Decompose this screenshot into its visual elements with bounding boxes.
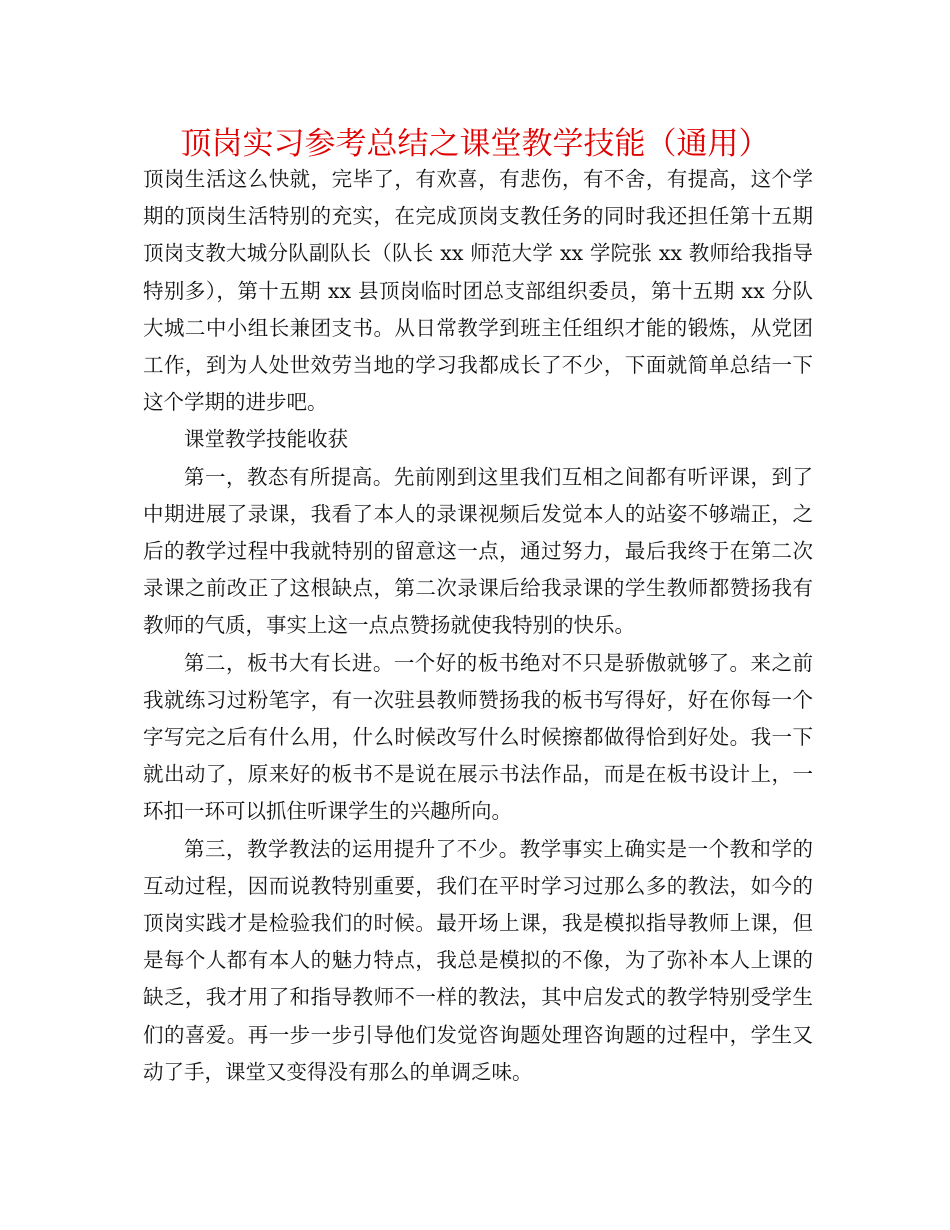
paragraph-intro: 顶岗生活这么快就，完毕了，有欢喜，有悲伤，有不舍，有提高，这个学期的顶岗生活特别的充实，在完成顶岗支教任务的同时我还担任第十五期顶岗支教大城分队副队长（队长 xx 师范大学 xx 学院张 xx 教师给我指导特别多），第十五期 xx 县顶岗临时团总支部组织委员，第十五期 xx 分队大城二中小组长兼团支书。从日常教学到班主任组织才能的锻炼，从党团工作，到为人处世效劳当地的学习我都成长了不少，下面就简单总结一下这个学期的进步吧。 xyxy=(143,167,813,415)
paragraph-second: 第二，板书大有长进。一个好的板书绝对不只是骄傲就够了。来之前我就练习过粉笔字，有一次驻县教师赞扬我的板书写得好，好在你每一个字写完之后有什么用，什么时候改写什么时候擦都做得恰到好处。我一下就出动了，原来好的板书不是说在展示书法作品，而是在板书设计上，一环扣一环可以抓住听课学生的兴趣所向。 xyxy=(143,650,813,824)
document-body xyxy=(143,161,813,1091)
paragraph-first: 第一，教态有所提高。先前刚到这里我们互相之间都有听评课，到了中期进展了录课，我看了本人的录课视频后发觉本人的站姿不够端正，之后的教学过程中我就特别的留意这一点，通过努力，最后我终于在第二次录课之前改正了这根缺点，第二次录课后给我录课的学生教师都赞扬我有教师的气质，事实上这一点点赞扬就使我特别的快乐。 xyxy=(143,464,813,638)
section-heading: 课堂教学技能收获 xyxy=(184,427,348,452)
paragraph-third: 第三，教学教法的运用提升了不少。教学事实上确实是一个教和学的互动过程，因而说教特别重要，我们在平时学习过那么多的教法，如今的顶岗实践才是检验我们的时候。最开场上课，我是模拟指导教师上课，但是每个人都有本人的魅力特点，我总是模拟的不像，为了弥补本人上课的缺乏，我才用了和指导教师不一样的教法，其中启发式的教学特别受学生们的喜爱。再一步一步引导他们发觉咨询题处理咨询题的过程中，学生又动了手，课堂又变得没有那么的单调乏味。 xyxy=(143,836,813,1084)
document-title: 顶岗实习参考总结之课堂教学技能（通用） xyxy=(180,126,770,162)
